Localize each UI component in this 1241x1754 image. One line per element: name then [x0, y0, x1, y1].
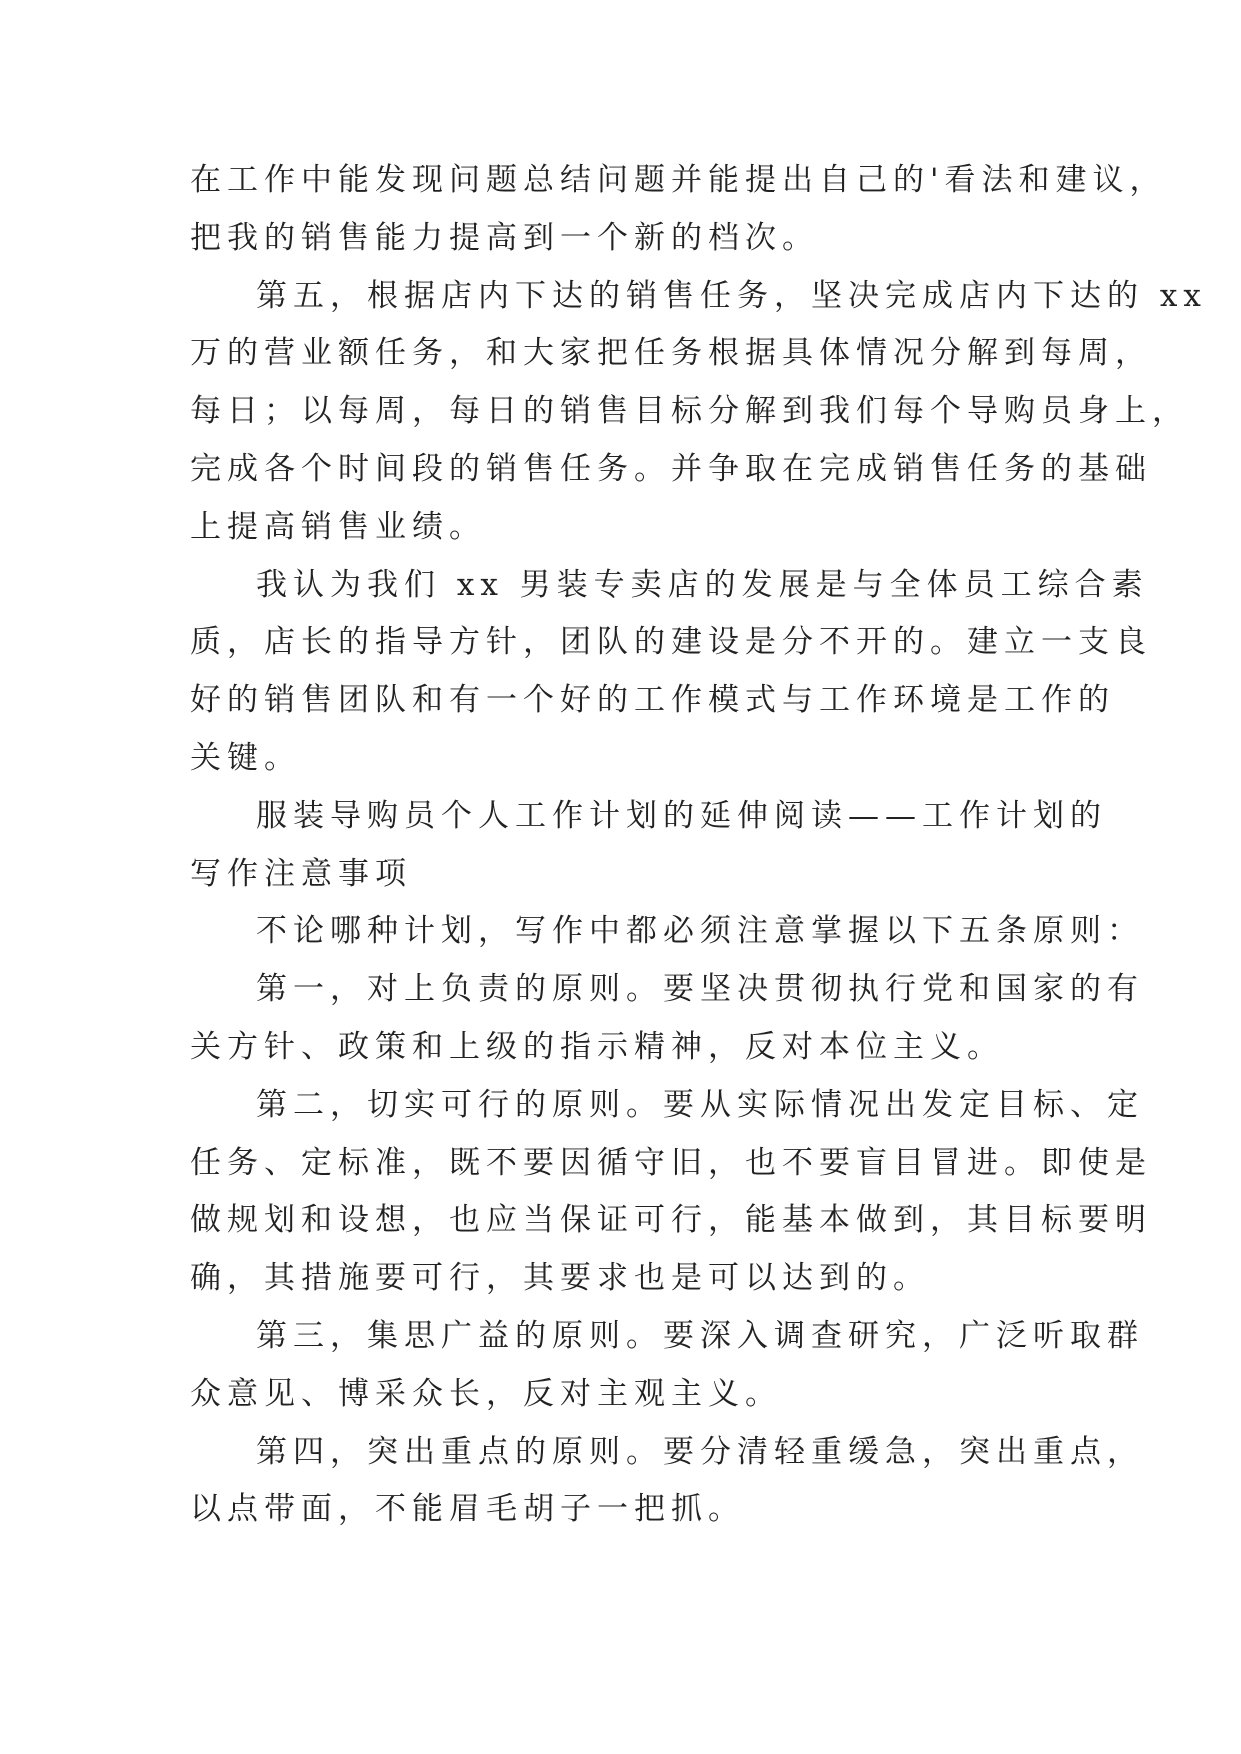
text-line: 质，店长的指导方针，团队的建设是分不开的。建立一支良: [190, 624, 1152, 661]
document-body: [190, 152, 1207, 1539]
text-line: 完成各个时间段的销售任务。并争取在完成销售任务的基础: [190, 450, 1152, 487]
text-line: 服装导购员个人工作计划的延伸阅读——工作计划的: [256, 797, 1107, 834]
text-line: 做规划和设想，也应当保证可行，能基本做到，其目标要明: [190, 1202, 1152, 1239]
text-line: 在工作中能发现问题总结问题并能提出自己的'看法和建议，: [190, 162, 1167, 198]
text-line: 众意见、博采众长，反对主观主义。: [190, 1375, 782, 1412]
text-line: 不论哪种计划，写作中都必须注意掌握以下五条原则：: [256, 913, 1144, 950]
text-line: 好的销售团队和有一个好的工作模式与工作环境是工作的: [190, 682, 1115, 719]
text-line: 以点带面，不能眉毛胡子一把抓。: [190, 1491, 745, 1528]
text-line: 写作注意事项: [190, 855, 412, 892]
text-line: 第五，根据店内下达的销售任务，坚决完成店内下达的 xx: [256, 277, 1207, 314]
text-line: 第一，对上负责的原则。要坚决贯彻执行党和国家的有: [256, 971, 1144, 1008]
text-line: 确，其措施要可行，其要求也是可以达到的。: [190, 1260, 930, 1297]
text-line: 第四，突出重点的原则。要分清轻重缓急，突出重点，: [256, 1433, 1144, 1470]
text-line: 关键。: [190, 739, 301, 776]
text-line: 万的营业额任务，和大家把任务根据具体情况分解到每周，: [190, 335, 1152, 372]
text-line: 我认为我们 xx 男装专卖店的发展是与全体员工综合素: [256, 566, 1149, 603]
text-line: 任务、定标准，既不要因循守旧，也不要盲目冒进。即使是: [190, 1144, 1152, 1181]
text-line: 第二，切实可行的原则。要从实际情况出发定目标、定: [256, 1086, 1144, 1123]
text-line: 把我的销售能力提高到一个新的档次。: [190, 219, 819, 256]
text-line: 第三，集思广益的原则。要深入调查研究，广泛听取群: [256, 1317, 1144, 1354]
text-line: 每日；以每周，每日的销售目标分解到我们每个导购员身上，: [190, 393, 1189, 430]
text-line: 上提高销售业绩。: [190, 508, 486, 545]
text-line: 关方针、政策和上级的指示精神，反对本位主义。: [190, 1028, 1004, 1065]
